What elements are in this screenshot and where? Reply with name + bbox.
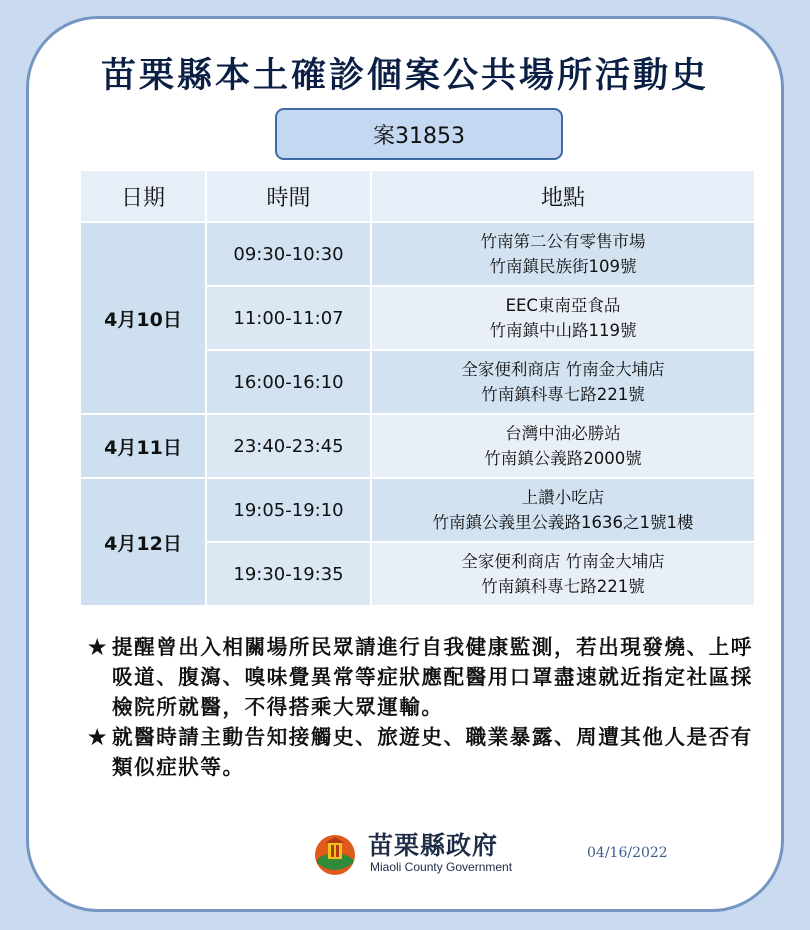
table-row: [80, 222, 755, 286]
star-icon: ★: [88, 725, 107, 749]
notice-item: [88, 722, 758, 782]
notice-text: 就醫時請主動告知接觸史、旅遊史、職業暴露、周遭其他人是否有類似症狀等。: [112, 725, 753, 779]
place-address: 竹南鎮公義路2000號: [484, 449, 642, 468]
place-cell: [371, 286, 755, 350]
notice-item: [88, 632, 758, 722]
notice-text: 提醒曾出入相關場所民眾請進行自我健康監測，若出現發燒、上呼吸道、腹瀉、嗅味覺異常等症狀應配醫用口罩盡速就近指定社區採檢院所就醫，不得搭乘大眾運輸。: [112, 635, 753, 719]
place-name: 上讚小吃店: [521, 488, 605, 507]
place-name: 竹南第二公有零售市場: [480, 232, 646, 251]
place-address: 竹南鎮民族街109號: [489, 257, 637, 276]
date-cell: 4月10日: [80, 222, 206, 414]
time-cell: 23:40-23:45: [206, 414, 371, 478]
star-icon: ★: [88, 635, 107, 659]
place-cell: [371, 222, 755, 286]
gov-name-en: Miaoli County Government: [370, 860, 513, 874]
case-id-badge: 案31853: [275, 108, 563, 160]
time-cell: 16:00-16:10: [206, 350, 371, 414]
place-name: 全家便利商店 竹南金大埔店: [461, 360, 665, 379]
place-cell: [371, 478, 755, 542]
table-row: [80, 414, 755, 478]
table-header-row: [80, 170, 755, 222]
time-cell: 19:30-19:35: [206, 542, 371, 606]
place-cell: [371, 350, 755, 414]
date-cell: 4月12日: [80, 478, 206, 606]
header-time: 時間: [206, 170, 371, 222]
place-name: EEC東南亞食品: [505, 296, 621, 315]
place-cell: [371, 414, 755, 478]
place-name: 全家便利商店 竹南金大埔店: [461, 552, 665, 571]
place-cell: [371, 542, 755, 606]
time-cell: 09:30-10:30: [206, 222, 371, 286]
time-cell: 19:05-19:10: [206, 478, 371, 542]
place-address: 竹南鎮中山路119號: [489, 321, 637, 340]
miaoli-county-logo-icon: [313, 833, 357, 877]
table-row: [80, 478, 755, 542]
place-address: 竹南鎮科專七路221號: [481, 385, 645, 404]
place-address: 竹南鎮公義里公義路1636之1號1樓: [432, 513, 694, 532]
publish-date: 04/16/2022: [587, 845, 668, 861]
place-address: 竹南鎮科專七路221號: [481, 577, 645, 596]
notice-list: [88, 632, 758, 782]
page-title: 苗栗縣本土確診個案公共場所活動史: [100, 55, 709, 96]
time-cell: 11:00-11:07: [206, 286, 371, 350]
gov-name: 苗栗縣政府: [368, 831, 499, 860]
date-cell: 4月11日: [80, 414, 206, 478]
header-date: 日期: [80, 170, 206, 222]
header-place: 地點: [371, 170, 755, 222]
place-name: 台灣中油必勝站: [505, 424, 621, 443]
activity-table: [79, 169, 756, 607]
